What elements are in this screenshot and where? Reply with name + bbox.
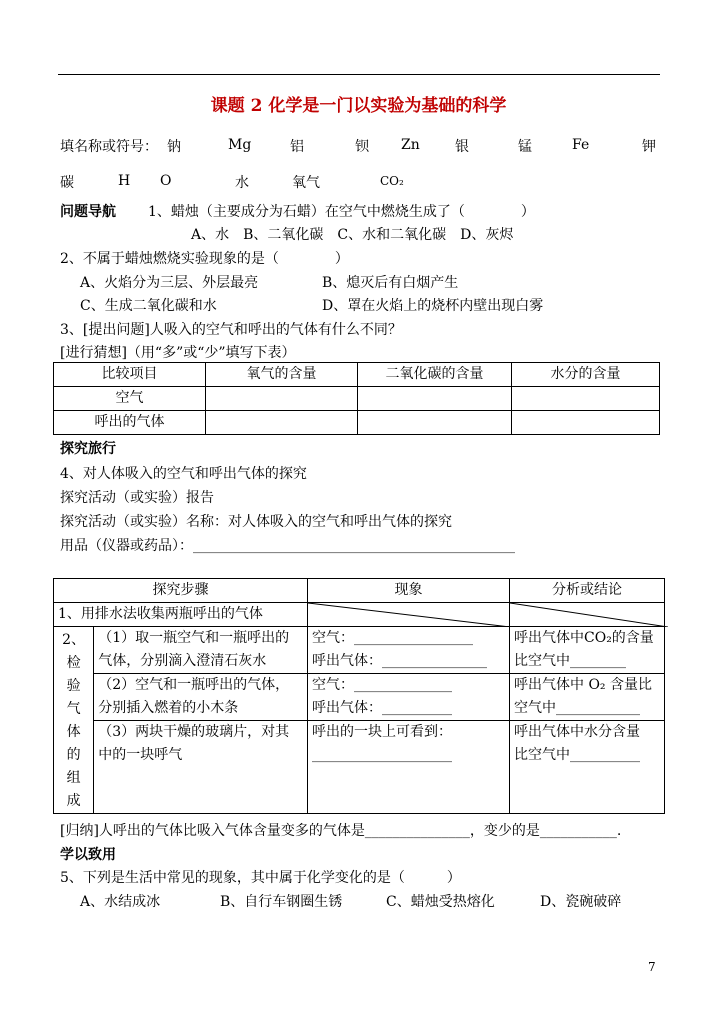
fill-item: 碳 [60,175,74,191]
table-row-label: 1、用排水法收集两瓶呼出的气体 [54,603,308,627]
table-cell[interactable] [512,411,660,435]
diagonal-line [510,603,668,627]
step-cell: （2）空气和一瓶呼出的气体，分别插入燃着的小木条 [94,674,308,721]
option: B、熄灭后有白烟产生 [322,275,459,291]
fill-item: 氧气 [292,175,320,191]
fill-item: 银 [455,139,469,155]
diagonal-line [308,603,510,627]
phenomenon-cell: 空气：_________________ 呼出气体：_______________ [308,627,510,674]
fill-item: Fe [572,137,590,153]
experiment-table [53,578,665,814]
fill-item: Mg [228,137,252,153]
fill-item: Zn [401,137,420,153]
step-cell: （3）两块干燥的玻璃片，对其中的一块呼气 [94,721,308,814]
fill-item: CO₂ [380,174,404,188]
table-header: 比较项目 [54,363,206,387]
fill-item: H [118,173,131,189]
diagonal-cell [510,603,665,627]
option: A、火焰分为三层、外层最亮 [80,275,259,291]
option: C、生成二氧化碳和水 [80,298,217,314]
table-row-label: 呼出的气体 [54,411,206,435]
comparison-table [53,362,660,435]
option: C、蜡烛受热熔化 [386,894,495,910]
section-heading: 探究旅行 [60,441,116,457]
option: D、罩在火焰上的烧杯内壁出现白雾 [322,298,544,314]
table-header: 水分的含量 [512,363,660,387]
table-header: 二氧化碳的含量 [358,363,512,387]
step-cell: （1）取一瓶空气和一瓶呼出的气体，分别滴入澄清石灰水 [94,627,308,674]
table-cell[interactable] [512,387,660,411]
option: A、水结成冰 [80,894,161,910]
conclusion-cell: 呼出气体中CO₂的含量 比空气中________ [510,627,665,674]
question-3: 3、[提出问题]人吸入的空气和呼出的气体有什么不同？ [60,322,402,338]
phenomenon-cell: 空气：______________ 呼出气体：__________ [308,674,510,721]
explore-line: 4、对人体吸入的空气和呼出气体的探究 [60,466,307,482]
explore-line: 探究活动（或实验）名称：对人体吸入的空气和呼出气体的探究 [60,514,452,530]
table-header: 探究步骤 [54,579,308,603]
option: B、自行车钢圈生锈 [220,894,343,910]
page-title: 课题 2 化学是一门以实验为基础的科学 [210,96,507,116]
side-label: 2、 检 验 气 体 的 组 成 [54,627,94,814]
table-cell[interactable] [358,387,512,411]
diagonal-cell [308,603,510,627]
question-2: 2、不属于蜡烛燃烧实验现象的是（ ） [60,251,349,267]
phenomenon-cell: 呼出的一块上可看到： ____________________ [308,721,510,814]
table-header: 现象 [308,579,510,603]
fill-item: 钠 [167,139,181,155]
summary-line: [归纳]人呼出的气体比吸入气体含量变多的气体是_______________，变少的是___________. [60,823,622,839]
table-header: 分析或结论 [510,579,665,603]
section-heading: 学以致用 [60,847,116,863]
top-rule [58,74,660,75]
fill-item: O [160,173,172,189]
fill-item: 钾 [642,139,656,155]
question-1: 1、蜡烛（主要成分为石蜡）在空气中燃烧生成了（ ） [148,204,535,220]
explore-line: 用品（仪器或药品）：______________________________________________ [60,538,515,554]
section-heading: 问题导航 [60,204,116,220]
fill-item: 钡 [355,139,369,155]
question-3-guess: [进行猜想]（用“多”或“少”填写下表） [60,345,296,361]
fill-item: 铝 [290,139,304,155]
fill-item: 水 [235,175,249,191]
table-cell[interactable] [206,387,358,411]
question-5: 5、下列是生活中常见的现象，其中属于化学变化的是（ ） [60,870,461,886]
conclusion-cell: 呼出气体中 O₂ 含量比 空气中____________ [510,674,665,721]
table-row-label: 空气 [54,387,206,411]
table-header: 氧气的含量 [206,363,358,387]
conclusion-cell: 呼出气体中水分含量 比空气中__________ [510,721,665,814]
fill-prompt: 填名称或符号： [60,139,158,155]
table-cell[interactable] [358,411,512,435]
option: D、瓷碗破碎 [540,894,622,910]
fill-item: 锰 [518,139,532,155]
page-number: 7 [648,960,656,974]
explore-line: 探究活动（或实验）报告 [60,490,214,506]
table-cell[interactable] [206,411,358,435]
question-1-options: A、水 B、二氧化碳 C、水和二氧化碳 D、灰烬 [191,227,514,243]
